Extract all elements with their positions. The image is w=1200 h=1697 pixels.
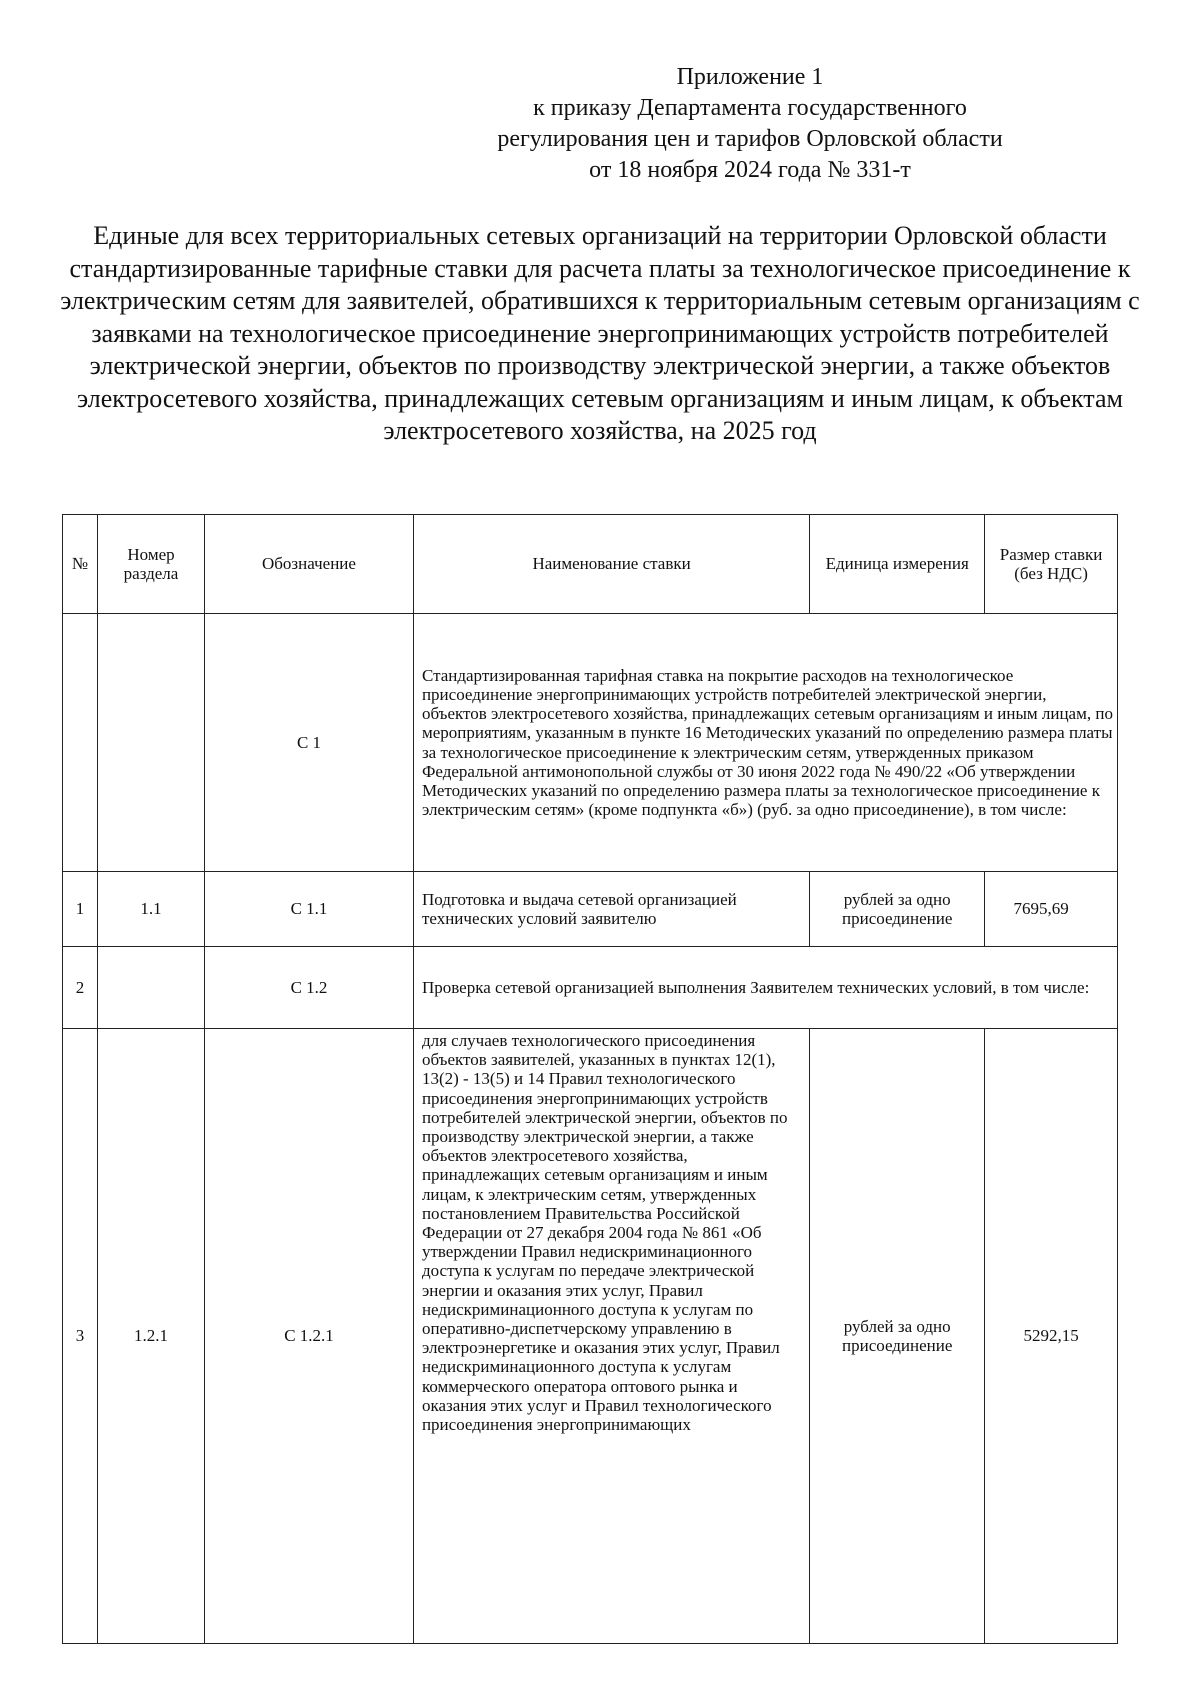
rates-table <box>62 514 1118 1644</box>
cell-section: 1.1 <box>97 872 204 947</box>
table-row <box>63 614 1118 872</box>
order-reference: к приказу Департамента государственного <box>533 95 967 121</box>
cell-section <box>97 947 204 1029</box>
cell-rate: 5292,15 <box>985 1029 1118 1644</box>
cell-designation: С 1 <box>205 614 414 872</box>
cell-name: для случаев технологического присоединения объектов заявителей, указанных в пунктах 12(1), 13(2) - 13(5) и 14 Правил технологического присоединения энергопринимающих устройств потребителей электрической энергии, объектов по производству электрической энергии, а также объектов электросетевого хозяйства, принадлежащих сетевым организациям и иным лицам, к электрическим сетям, утвержденных постановлением Правительства Российской Федерации от 27 декабря 2004 года № 861 «Об утверждении Правил недискриминационного доступа к услугам по передаче электрической энергии и оказания этих услуг, Правил недискриминационного доступа к услугам по оперативно-диспетчерскому управлению в электроэнергетике и оказания этих услуг, Правил недискриминационного доступа к услугам коммерческого оператора оптового рынка и оказания этих услуг и Правил технологического присоединения энергопринимающих <box>413 1029 809 1644</box>
appendix-label: Приложение 1 <box>676 64 824 90</box>
document-header <box>420 62 1080 186</box>
order-date: от 18 ноября 2024 года № 331-т <box>589 157 911 183</box>
document-title: Единые для всех территориальных сетевых организаций на территории Орловской области стандартизированные тарифные ставки для расчета платы за технологическое присоединение к электрическим сетям для заявителей, обратившихся к территориальным сетевым организациям с заявками на технологическое присоединение энергопринимающих устройств потребителей электрической энергии, объектов по производству электрической энергии, а также объектов электросетевого хозяйства, принадлежащих сетевым организациям и иным лицам, к объектам электросетевого хозяйства, на 2025 год <box>60 221 1140 445</box>
cell-rate: 7695,69 <box>985 872 1118 947</box>
cell-name: Стандартизированная тарифная ставка на покрытие расходов на технологическое присоединение энергопринимающих устройств потребителей электрической энергии, объектов электросетевого хозяйства, принадлежащих сетевым организациям и иным лицам, по мероприятиям, указанным в пункте 16 Методических указаний по определению размера платы за технологическое присоединение к электрическим сетям, утвержденных приказом Федеральной антимонопольной службы от 30 июня 2022 года № 490/22 «Об утверждении Методических указаний по определению размера платы за технологическое присоединение к электрическим сетям» (кроме подпункта «б») (руб. за одно присоединение), в том числе: <box>413 614 1117 872</box>
cell-designation: С 1.2 <box>205 947 414 1029</box>
header-designation: Обозначение <box>205 515 414 614</box>
header-name: Наименование ставки <box>413 515 809 614</box>
header-num: № <box>63 515 98 614</box>
header-unit: Единица измерения <box>810 515 985 614</box>
cell-designation: С 1.1 <box>205 872 414 947</box>
header-section: Номер раздела <box>97 515 204 614</box>
cell-name: Подготовка и выдача сетевой организацией технических условий заявителю <box>413 872 809 947</box>
order-authority: регулирования цен и тарифов Орловской области <box>497 126 1003 152</box>
cell-section: 1.2.1 <box>97 1029 204 1644</box>
table-row <box>63 1029 1118 1644</box>
cell-num: 3 <box>63 1029 98 1644</box>
table-row <box>63 872 1118 947</box>
cell-designation: С 1.2.1 <box>205 1029 414 1644</box>
cell-unit: рублей за одно присоединение <box>810 872 985 947</box>
cell-name: Проверка сетевой организацией выполнения Заявителем технических условий, в том числе: <box>413 947 1117 1029</box>
cell-num: 2 <box>63 947 98 1029</box>
cell-num <box>63 614 98 872</box>
cell-section <box>97 614 204 872</box>
table-header-row <box>63 515 1118 614</box>
cell-unit: рублей за одно присоединение <box>810 1029 985 1644</box>
cell-num: 1 <box>63 872 98 947</box>
header-rate: Размер ставки (без НДС) <box>985 515 1118 614</box>
table-row <box>63 947 1118 1029</box>
